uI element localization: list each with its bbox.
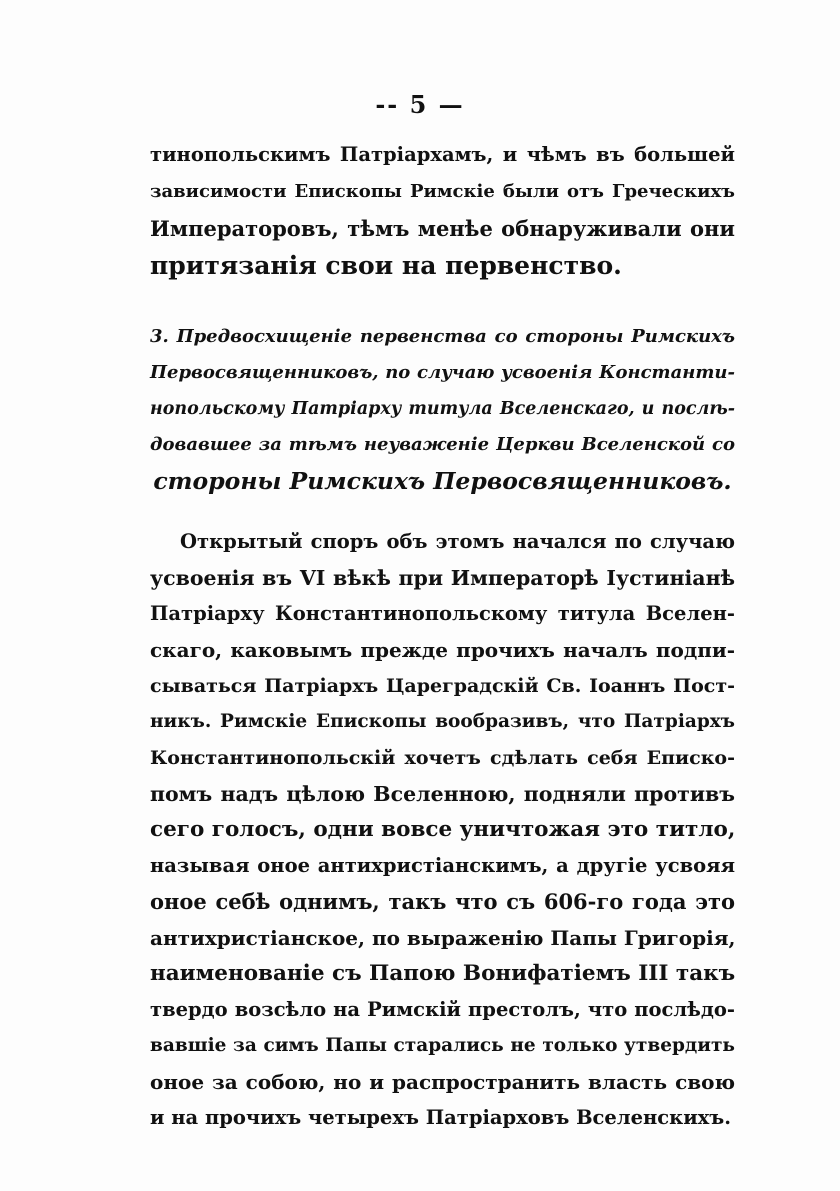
heading-line: 3. Предвосхищеніе первенства со стороны Римскихъ: [150, 326, 735, 347]
heading-line: стороны Римскихъ Первосвященниковъ.: [153, 467, 732, 495]
text-line: Патріарху Константинопольскому титула Вселен-: [150, 602, 735, 625]
heading-line: нопольскому Патріарху титула Вселенскаго, и послѣ-: [150, 399, 735, 419]
text-line: оное за собою, но и распространить власть свою: [150, 1070, 735, 1094]
text-line: скаго, каковымъ прежде прочихъ началъ подпи-: [150, 638, 735, 662]
text-line: называя оное антихристіанскимъ, а другіе усвояя: [150, 854, 735, 877]
text-line: твердо возсѣло на Римскій престолъ, что послѣдо-: [150, 998, 735, 1021]
text-line: сываться Патріархъ Цареградскій Св. Іоаннъ Пост-: [150, 675, 735, 697]
text-line: Константинопольскій хочетъ сдѣлать себя Еписко-: [150, 747, 735, 769]
text-line: антихристіанское, по выраженію Папы Григорія,: [150, 926, 736, 950]
text-line: тинопольскимъ Патріархамъ, и чѣмъ въ большей: [150, 143, 735, 166]
text-line: помъ надъ цѣлою Вселенною, подняли противъ: [150, 782, 735, 806]
text-line: никъ. Римскіе Епископы вообразивъ, что Патріархъ: [150, 711, 735, 732]
text-line: притязанія свои на первенство.: [150, 251, 622, 280]
text-line: наименованіе съ Папою Вонифатіемъ III такъ: [150, 961, 736, 986]
text-line: сего голосъ, одни вовсе уничтожая это титло,: [150, 817, 736, 842]
heading-line: довавшее за тѣмъ неуваженіе Церкви Вселенской со: [150, 434, 735, 455]
text-line: и на прочихъ четырехъ Патріарховъ Вселенскихъ.: [150, 1106, 732, 1129]
text-line: Императоровъ, тѣмъ менѣе обнаруживали они: [150, 216, 735, 241]
text-line: усвоенія въ VI вѣкѣ при Императорѣ Іустиніанѣ: [150, 566, 735, 590]
text-line: зависимости Епископы Римскіе были отъ Греческихъ: [150, 181, 735, 202]
text-line: вавшіе за симъ Папы старались не только утвердить: [150, 1035, 735, 1056]
text-line: оное себѣ однимъ, такъ что съ 606-го года это: [150, 889, 735, 914]
text-line: Открытый споръ объ этомъ начался по случаю: [180, 530, 735, 553]
heading-line: Первосвященниковъ, по случаю усвоенія Константи-: [150, 362, 735, 383]
page-number: -- 5 —: [375, 90, 465, 119]
